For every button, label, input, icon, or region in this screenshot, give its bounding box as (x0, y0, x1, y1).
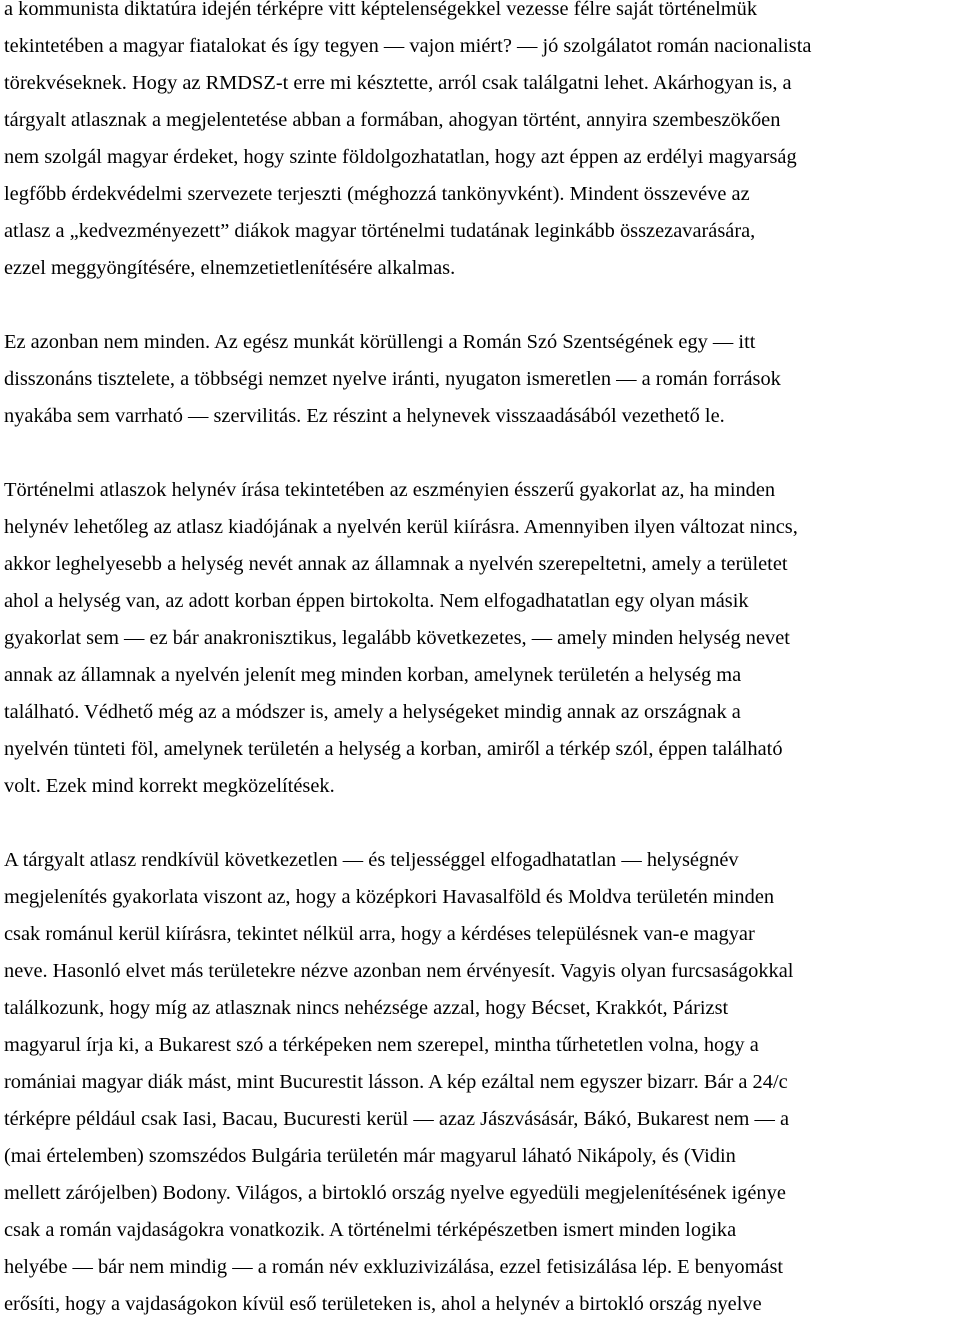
text-line: helynév lehetőleg az atlasz kiadójának a nyelvén kerül kiírásra. Amennyiben ilyen változat nincs, (4, 516, 798, 538)
text-line: ezzel meggyöngítésére, elnemzetietlenítésére alkalmas. (4, 257, 456, 279)
text-line: térképre például csak Iasi, Bacau, Bucuresti kerül — azaz Jászvásásár, Bákó, Bukarest nem — a (4, 1108, 790, 1130)
text-line: csak a román vajdaságokra vonatkozik. A történelmi térképészetben ismert minden logika (4, 1219, 737, 1241)
text-line: A tárgyalt atlasz rendkívül következetlen — és teljességgel elfogadhatatlan — helységnév (4, 849, 739, 871)
text-line: atlasz a „kedvezményezett” diákok magyar történelmi tudatának leginkább összezavarására, (4, 220, 756, 242)
text-line: disszonáns tisztelete, a többségi nemzet nyelve iránti, nyugaton ismeretlen — a román források (4, 368, 781, 390)
text-line: nyelvén tünteti föl, amelynek területén a helység a korban, amiről a térkép szól, éppen található (4, 738, 783, 760)
text-line: magyarul írja ki, a Bukarest szó a térképeken nem szerepel, mintha tűrhetetlen volna, hogy a (4, 1034, 759, 1056)
text-line: (mai értelemben) szomszédos Bulgária területén már magyarul láható Nikápoly, és (Vidin (4, 1145, 736, 1167)
text-line: tárgyalt atlasznak a megjelentetése abban a formában, ahogyan történt, annyira szembeszökően (4, 109, 781, 131)
text-line: akkor leghelyesebb a helység nevét annak az államnak a nyelvén szerepeltetni, amely a területet (4, 553, 788, 575)
paragraph-spacer (4, 287, 956, 324)
text-line: neve. Hasonló elvet más területekre nézve azonban nem érvényesít. Vagyis olyan furcsaságokkal (4, 960, 794, 982)
text-line: volt. Ezek mind korrekt megközelítések. (4, 775, 335, 797)
text-line: helyébe — bár nem mindig — a román név exkluzivizálása, ezzel fetisizálása lép. E benyomást (4, 1256, 784, 1278)
paragraph-spacer (4, 805, 956, 842)
text-line: Történelmi atlaszok helynév írása tekintetében az eszményien ésszerű gyakorlat az, ha minden (4, 479, 776, 501)
text-line: tekintetében a magyar fiatalokat és így tegyen — vajon miért? — jó szolgálatot román nacionalista (4, 35, 812, 57)
text-line: ahol a helység van, az adott korban éppen birtokolta. Nem elfogadhatatlan egy olyan másik (4, 590, 749, 612)
paragraph-4 (4, 842, 956, 1323)
text-line: csak románul kerül kiírásra, tekintet nélkül arra, hogy a kérdéses településnek van-e magyar (4, 923, 755, 945)
text-line: mellett zárójelben) Bodony. Világos, a birtokló ország nyelve egyedüli megjelenítésének igénye (4, 1182, 786, 1204)
paragraph-3 (4, 472, 956, 805)
text-line: megjelenítés gyakorlata viszont az, hogy a középkori Havasalföld és Moldva területén minden (4, 886, 775, 908)
text-line: romániai magyar diák mást, mint Bucurestit lásson. A kép ezáltal nem egyszer bizarr. Bár a 24/c (4, 1071, 788, 1093)
text-line: annak az államnak a nyelvén jelenít meg minden korban, amelynek területén a helység ma (4, 664, 742, 686)
text-line: találkozunk, hogy míg az atlasznak nincs nehézsége azzal, hogy Bécset, Krakkót, Párizst (4, 997, 729, 1019)
text-line: legfőbb érdekvédelmi szervezete terjeszti (méghozzá tankönyvként). Mindent összevéve az (4, 183, 750, 205)
paragraph-1 (4, 0, 956, 287)
paragraph-2 (4, 324, 956, 435)
paragraph-spacer (4, 435, 956, 472)
text-line: gyakorlat sem — ez bár anakronisztikus, legalább következetes, — amely minden helység nevet (4, 627, 790, 649)
text-line: Ez azonban nem minden. Az egész munkát körüllengi a Román Szó Szentségének egy — itt (4, 331, 756, 353)
document-page (4, 0, 956, 1323)
text-line: nyakába sem varrható — szervilitás. Ez részint a helynevek visszaadásából vezethető le. (4, 405, 725, 427)
text-line: erősíti, hogy a vajdaságokon kívül eső területeken is, ahol a helynév a birtokló ország nyelve (4, 1293, 762, 1315)
text-line: található. Védhető még az a módszer is, amely a helységeket mindig annak az országnak a (4, 701, 741, 723)
text-line: törekvéseknek. Hogy az RMDSZ-t erre mi késztette, arról csak találgatni lehet. Akárhogyan is, a (4, 72, 792, 94)
text-line: nem szolgál magyar érdeket, hogy szinte földolgozhatatlan, hogy azt éppen az erdélyi magyarság (4, 146, 797, 168)
text-line: a kommunista diktatúra idején térképre vitt képtelenségekkel vezesse félre saját történelmük (4, 0, 758, 20)
